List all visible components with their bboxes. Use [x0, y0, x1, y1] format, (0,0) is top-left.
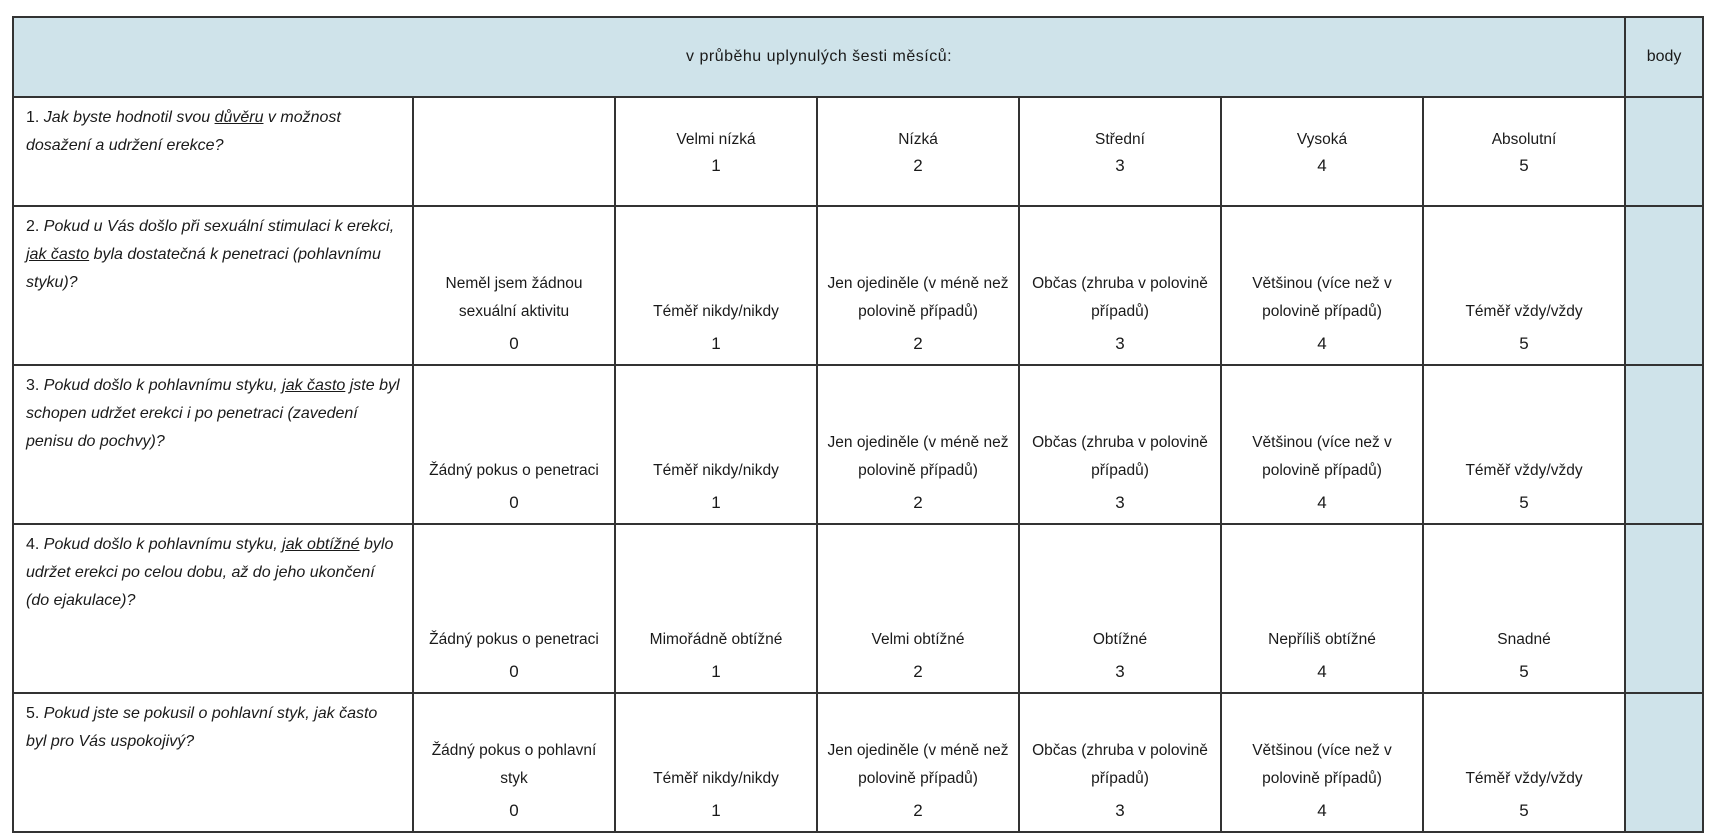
- answer-score: 1: [711, 155, 721, 175]
- iief-questionnaire-table: [12, 16, 1704, 833]
- answer-option[interactable]: [615, 97, 817, 206]
- question-text: [13, 97, 413, 206]
- question-row-4: [13, 524, 1703, 693]
- answer-label: Velmi nízká: [676, 130, 756, 148]
- points-cell[interactable]: [1625, 97, 1703, 206]
- answer-option[interactable]: [1221, 524, 1423, 693]
- answer-label: Téměř nikdy/nikdy: [653, 462, 779, 479]
- answer-score: 5: [1519, 155, 1529, 175]
- answer-score: 0: [509, 493, 519, 512]
- answer-label: Občas (zhruba v polovině případů): [1032, 275, 1208, 320]
- question-number: 1.: [26, 109, 40, 126]
- points-cell[interactable]: [1625, 693, 1703, 832]
- answer-option[interactable]: [1423, 524, 1625, 693]
- question-text: [13, 693, 413, 832]
- answer-score: 4: [1317, 155, 1327, 175]
- answer-label: Téměř nikdy/nikdy: [653, 770, 779, 787]
- answer-label: Mimořádně obtížné: [649, 631, 783, 648]
- question-number: 2.: [26, 218, 40, 235]
- answer-label: Žádný pokus o penetraci: [429, 631, 599, 648]
- answer-option[interactable]: [1221, 97, 1423, 206]
- question-text-before: Pokud došlo k pohlavnímu styku,: [43, 377, 283, 394]
- answer-option[interactable]: [615, 524, 817, 693]
- answer-score: 5: [1519, 334, 1529, 353]
- answer-label: Žádný pokus o pohlavní styk: [431, 742, 597, 787]
- answer-option[interactable]: [1423, 97, 1625, 206]
- answer-option[interactable]: [817, 206, 1019, 365]
- answer-label: Jen ojediněle (v méně než polovině případů): [827, 434, 1009, 479]
- answer-score: 3: [1115, 334, 1125, 353]
- question-number: 3.: [26, 377, 40, 394]
- answer-score: 4: [1317, 662, 1327, 681]
- answer-option[interactable]: [1019, 97, 1221, 206]
- answer-option[interactable]: [1019, 693, 1221, 832]
- question-emphasis: jak obtížné: [282, 536, 360, 553]
- question-text-after: jste byl schopen udržet erekci i po penetraci (zavedení penisu do pochvy)?: [26, 377, 400, 450]
- answer-score: 0: [509, 801, 519, 820]
- answer-option[interactable]: [817, 693, 1019, 832]
- answer-option[interactable]: [1423, 206, 1625, 365]
- answer-score: 0: [509, 334, 519, 353]
- answer-option[interactable]: [413, 206, 615, 365]
- answer-label: Velmi obtížné: [871, 631, 965, 648]
- points-cell[interactable]: [1625, 524, 1703, 693]
- questionnaire-page: [12, 16, 1702, 833]
- answer-option[interactable]: [1221, 365, 1423, 524]
- answer-label: Téměř nikdy/nikdy: [653, 303, 779, 320]
- question-text: [13, 524, 413, 693]
- answer-option[interactable]: [1423, 365, 1625, 524]
- answer-label: Jen ojediněle (v méně než polovině případů): [827, 742, 1009, 787]
- answer-option[interactable]: [1019, 206, 1221, 365]
- question-emphasis: důvěru: [214, 109, 264, 126]
- period-header: v průběhu uplynulých šesti měsíců:: [13, 17, 1625, 97]
- answer-option[interactable]: [615, 365, 817, 524]
- answer-score: 3: [1115, 155, 1125, 175]
- points-header: body: [1625, 17, 1703, 97]
- answer-option[interactable]: [817, 524, 1019, 693]
- question-emphasis: jak často: [282, 377, 346, 394]
- answer-label: Absolutní: [1491, 130, 1557, 148]
- answer-option[interactable]: [817, 365, 1019, 524]
- answer-option[interactable]: [1423, 693, 1625, 832]
- question-text-before: Pokud jste se pokusil o pohlavní styk, jak často byl pro Vás uspokojivý?: [26, 705, 378, 750]
- answer-label: Vysoká: [1296, 130, 1348, 148]
- question-text-after: byla dostatečná k penetraci (pohlavnímu styku)?: [26, 246, 381, 291]
- answer-label: Neměl jsem žádnou sexuální aktivitu: [445, 275, 583, 320]
- answer-score: 2: [913, 155, 923, 175]
- question-text-before: Pokud došlo k pohlavnímu styku,: [43, 536, 283, 553]
- answer-score: 4: [1317, 801, 1327, 820]
- answer-option[interactable]: [413, 524, 615, 693]
- answer-label: Obtížné: [1092, 631, 1148, 648]
- answer-score: 1: [711, 334, 721, 353]
- answer-score: 4: [1317, 334, 1327, 353]
- points-cell[interactable]: [1625, 365, 1703, 524]
- answer-option[interactable]: [1019, 524, 1221, 693]
- answer-score: 2: [913, 334, 923, 353]
- answer-score: 3: [1115, 801, 1125, 820]
- answer-option[interactable]: [1019, 365, 1221, 524]
- answer-option[interactable]: [615, 206, 817, 365]
- answer-option[interactable]: [413, 97, 615, 206]
- answer-score: 1: [711, 493, 721, 512]
- answer-label: Snadné: [1497, 631, 1551, 648]
- answer-label: Většinou (více než v polovině případů): [1252, 275, 1392, 320]
- question-number: 4.: [26, 536, 40, 553]
- question-text-after: v možnost dosažení a udržení erekce?: [26, 109, 341, 154]
- question-row-2: [13, 206, 1703, 365]
- question-row-1: [13, 97, 1703, 206]
- answer-label: Téměř vždy/vždy: [1465, 770, 1583, 787]
- answer-label: Žádný pokus o penetraci: [429, 462, 599, 479]
- answer-option[interactable]: [817, 97, 1019, 206]
- answer-label: Většinou (více než v polovině případů): [1252, 434, 1392, 479]
- answer-score: 4: [1317, 493, 1327, 512]
- answer-label: Občas (zhruba v polovině případů): [1032, 742, 1208, 787]
- question-text-after: bylo udržet erekci po celou dobu, až do jeho ukončení (do ejakulace)?: [26, 536, 394, 609]
- answer-score: 5: [1519, 493, 1529, 512]
- answer-option[interactable]: [1221, 693, 1423, 832]
- answer-label: Většinou (více než v polovině případů): [1252, 742, 1392, 787]
- answer-score: 2: [913, 493, 923, 512]
- question-text: [13, 365, 413, 524]
- question-number: 5.: [26, 705, 40, 722]
- question-text: [13, 206, 413, 365]
- answer-score: 2: [913, 801, 923, 820]
- answer-score: 5: [1519, 662, 1529, 681]
- answer-score: 1: [711, 801, 721, 820]
- question-row-3: [13, 365, 1703, 524]
- answer-score: 0: [509, 662, 519, 681]
- answer-label: Téměř vždy/vždy: [1465, 303, 1583, 320]
- answer-option[interactable]: [615, 693, 817, 832]
- question-row-5: [13, 693, 1703, 832]
- answer-score: 5: [1519, 801, 1529, 820]
- answer-label: Jen ojediněle (v méně než polovině případů): [827, 275, 1009, 320]
- answer-score: 3: [1115, 662, 1125, 681]
- answer-label: Občas (zhruba v polovině případů): [1032, 434, 1208, 479]
- answer-label: Nepříliš obtížné: [1268, 631, 1376, 648]
- answer-option[interactable]: [1221, 206, 1423, 365]
- table-header-row: [13, 17, 1703, 97]
- answer-score: 1: [711, 662, 721, 681]
- answer-score: 2: [913, 662, 923, 681]
- question-text-before: Pokud u Vás došlo při sexuální stimulaci k erekci,: [43, 218, 395, 235]
- answer-score: 3: [1115, 493, 1125, 512]
- question-text-before: Jak byste hodnotil svou: [43, 109, 215, 126]
- answer-option[interactable]: [413, 365, 615, 524]
- answer-label: Téměř vždy/vždy: [1465, 462, 1583, 479]
- points-cell[interactable]: [1625, 206, 1703, 365]
- answer-option[interactable]: [413, 693, 615, 832]
- question-emphasis: jak často: [26, 246, 90, 263]
- answer-label: Nízká: [898, 130, 938, 148]
- answer-label: Střední: [1095, 130, 1145, 148]
